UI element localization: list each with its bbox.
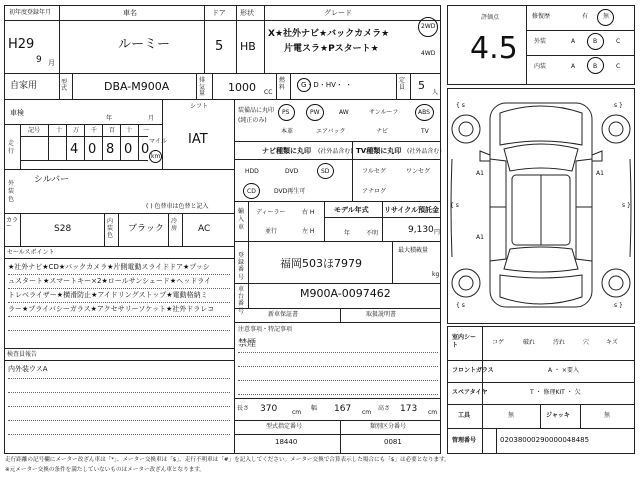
footer-line-2: ※元メーター交換の条件を満たしていないものはメーター改ざん車となります。 [5,467,206,473]
score-value: 4.5 [470,31,518,66]
drive-4wd: 4WD [421,50,436,57]
divider [8,434,230,435]
inspection-month: 月 [148,115,155,122]
height-label: 高さ [378,405,391,412]
divider [234,283,441,284]
height-value: 173 [400,404,418,414]
exterior-grade-a: A [571,38,576,45]
drive-2wd: 2WD [421,23,436,30]
first-reg-month: 9 [36,55,42,65]
jack-label: ジャッキ [546,412,570,419]
color-code: S28 [54,224,72,234]
tools-label: 工具 [458,412,471,419]
tv-analog: アナログ [362,188,387,195]
divider [447,382,635,383]
interior-grade-label: 内装 [534,63,547,70]
color-code-label: カラー [6,217,19,230]
interior-color: ブラック [128,224,164,234]
divider [59,73,60,99]
mileage-h-sen: 千 [91,127,98,134]
first-reg-label: 初年度登録年月 [9,9,52,16]
tv-sub: (社外品含む) [407,148,442,155]
equipment-title: 装備品に丸印 [238,107,275,114]
length-value: 370 [260,404,278,414]
divider [4,20,441,21]
divider [8,378,230,379]
divider [248,201,249,241]
max-load-kg: kg [432,271,440,278]
navi-hdd: HDD [245,168,259,175]
interior-grade-c: C [616,63,621,70]
front-glass-label: フロントガラス [452,367,494,374]
interior-color-label: 内装色 [107,218,114,240]
equip-sunroof: サンルーフ [369,109,399,116]
inspector-text: 内外装ウスA [8,365,48,373]
divider [8,274,230,275]
first-reg-year: H29 [8,37,35,52]
displacement-label: 排気量 [199,77,206,98]
divider [162,99,163,169]
divider [4,348,234,349]
diagram-s-mark-1: { s [456,102,465,109]
divider [20,124,21,169]
exterior-color: シルバー [34,175,70,185]
diagram-s-mark-4: s } [614,302,623,309]
body-type: HB [240,40,256,53]
month-unit: 月 [48,59,55,67]
equipment-subtitle: (純正のみ) [238,117,267,124]
divider [236,5,237,73]
registration-label: 登録番号 [238,252,245,281]
divider [324,217,441,218]
type-number-label: 型式指定番号 [266,423,303,430]
sheet-yogore: 汚れ [553,339,566,346]
ac-label: 冷房 [171,218,178,233]
sales-point-line-3: トレベライザー★横滑防止★アイドリングストップ★電動格納ミ [8,291,208,299]
class-number-label: 類別区分番号 [370,423,407,430]
divider [59,5,60,73]
sheet-koge: コゲ [492,339,505,346]
capacity-label: 定員 [399,77,406,91]
divider [20,160,148,161]
notes-label: 注意事項・特記事項 [238,326,293,333]
km-unit: km [151,153,161,160]
divider [238,352,438,353]
divider [8,392,230,393]
width-unit: cm [362,409,372,416]
mileage-h-10man: 十 [56,127,63,134]
divider [234,308,441,309]
navi-dvd: DVD [285,168,299,175]
tv-title: TV種類に丸印 [356,147,402,155]
divider [447,428,635,429]
grade-line2: 片電スラ★Pスタート★ [284,44,379,54]
exterior-grade-label: 外装 [534,38,547,45]
model-year-label: モデル年式 [334,206,369,214]
equip-abs: ABS [418,109,430,116]
mileage-h-code: 記号 [28,127,41,134]
equip-ps: PS [282,109,290,116]
displacement: 1000 [228,81,256,94]
exterior-grade-b: B [593,38,598,45]
equip-leather: 本革 [281,128,294,135]
divider [447,360,635,361]
divider [48,124,49,160]
divider [182,213,183,246]
divider [8,330,230,331]
sales-point-line-1: ★社外ナビ★CD★バックカメラ★片側電動スライドドア★プッシ [8,263,210,271]
equip-pw: PW [310,109,320,116]
diagram-s-mark-2: s } [614,102,623,109]
mile-unit: マイル [149,138,167,145]
spare-tire-options: T ・ 修理KIT ・ 欠 [530,389,581,396]
divider [196,73,197,99]
divider [526,30,635,31]
mileage-h-hyaku: 百 [109,127,116,134]
divider [4,99,441,100]
divider [4,213,234,214]
divider [526,55,635,56]
divider [526,5,527,85]
divider [238,366,438,367]
width-value: 167 [334,404,352,414]
divider [234,99,235,454]
diagram-mark-a1-left: A1 [476,170,484,177]
model-year-unit: 年 [344,230,351,237]
divider [238,394,438,395]
equip-tv: TV [421,128,429,135]
navi-title: ナビ種類に丸印 [262,147,311,155]
divider [4,360,234,361]
divider [248,241,249,308]
car-name: ルーミー [118,37,171,52]
divider [382,201,383,241]
inspection-label: 車検 [10,109,24,117]
navi-sub: (社外品含む) [318,148,353,155]
imports-dealer: ディーラー [256,209,286,216]
divider [8,420,230,421]
usage: 自家用 [10,81,38,91]
diagram-mark-a1-center: A1 [476,234,484,241]
navi-cd: CD [247,188,256,195]
divider [72,73,73,99]
max-load-label: 最大積載量 [398,247,429,254]
imports-label: 輸入車 [238,208,245,231]
divider [84,124,85,160]
divider [276,73,277,99]
divider [238,380,438,381]
fuel-label: 燃料 [279,77,286,91]
cc-unit: CC [264,89,273,96]
divider [20,213,21,246]
repair-yes: 有 [582,13,589,20]
ac-value: AC [198,224,211,234]
mileage-h-ichi: 一 [143,127,150,134]
type-number-value: 18440 [275,438,298,446]
mileage-digit-2: 0 [88,142,97,157]
mileage-h-jyu: 十 [126,127,133,134]
divider [540,404,541,428]
tv-fullseg: フルセグ [362,168,386,175]
divider [8,406,230,407]
divider [8,316,230,317]
height-unit: cm [428,409,438,416]
model-year-unknown: 不明 [366,230,379,237]
car-name-label: 車名 [123,9,137,17]
divider [104,213,105,246]
divider [234,322,441,323]
shift-value: IAT [188,132,208,147]
divider [234,159,441,160]
sales-point-line-4: ラー★プライバシーガラス★アクセサリーソケット★社外ドラレコ [8,305,215,313]
mileage-label: 走行 [8,140,15,155]
divider [4,169,234,170]
sheet-kizu: キズ [606,339,618,346]
navi-dvd-play: DVD再生可 [274,188,306,195]
divider [8,302,230,303]
inspector-label: 検査員報告 [7,351,38,358]
manual-label: 取扱説明書 [366,311,397,318]
capacity: 5 [418,79,425,92]
divider [204,5,205,73]
interior-sheet-label: 室内シート [452,334,477,350]
length-label: 長さ [237,405,250,412]
tools-value: 無 [508,412,515,419]
divider [138,124,139,160]
equip-navi: ナビ [376,128,389,135]
divider [264,5,265,73]
divider [4,258,234,259]
imports-left: 左 H [302,228,315,235]
fuel-options: G・D・HV・ ・ [301,81,353,89]
management-number: 02038000290000048485 [500,436,590,444]
interior-grade-a: A [571,63,576,70]
divider [66,124,67,160]
divider [234,398,441,399]
doors: 5 [215,39,224,54]
divider [168,213,169,246]
imports-right: 右 H [302,209,315,216]
length-unit: cm [292,409,302,416]
recycle-yen: 円 [434,229,441,236]
navi-sd: SD [321,168,330,175]
divider [392,241,393,283]
model-label: 型式 [61,79,68,92]
chassis-label: 車台番号 [238,286,245,315]
sheet-yabure: 破れ [523,339,536,346]
exterior-grade-c: C [616,38,621,45]
door-label: ドア [212,9,226,17]
body-label: 形状 [240,9,254,17]
grade-line1: X★社外ナビ★バックカメラ★ [268,29,390,39]
divider [234,201,441,202]
footer-line-1: 走行距離の記号欄にメーター改ざん車は「*」、メーター交換車は「$」、走行不明車は「#」を記入してください。メーター交換で合算表示した場合にも「$」は必要となります。 [5,457,450,463]
mileage-digit-1: 4 [70,142,79,157]
tv-oneseg: ワンセグ [406,168,431,175]
diagram-s-mark-5: { s [450,202,459,209]
sheet-ana: 穴 [583,339,590,346]
inspection-year: 年 [106,115,113,122]
divider [410,73,411,99]
divider [340,308,341,322]
divider [496,428,497,454]
model: DBA-M900A [104,80,170,93]
diagram-s-mark-3: { s [456,302,465,309]
divider [234,420,441,421]
repair-label: 修復歴 [532,13,551,20]
divider [324,201,325,241]
mileage-digit-5: 0 [141,142,150,157]
divider [340,420,341,454]
score-label: 評価点 [481,14,500,21]
divider [4,246,234,247]
new-car-warranty: 新車保証書 [268,311,299,318]
exterior-label: 外装色 [8,180,15,203]
shift-label: シフト [190,103,209,110]
notes-text: 禁煙 [238,339,257,349]
imports-parallel: 並行 [265,228,278,235]
repair-none: 無 [603,13,610,20]
divider [118,213,119,246]
diagram-s-mark-6: s } [622,202,631,209]
divider [290,73,291,99]
divider [120,124,121,160]
divider [396,73,397,99]
recycle-value: 9,130 [408,225,434,235]
divider [234,434,441,435]
equip-airbag: エアバック [316,128,346,135]
car-diagram [448,89,634,323]
capacity-unit: 人 [432,89,439,96]
divider [212,73,213,99]
divider [4,73,441,74]
grade-label: グレード [324,9,352,17]
front-glass-options: A ・ ×要入 [548,367,579,374]
mileage-h-man: 万 [73,127,80,134]
mileage-digit-4: 0 [124,142,133,157]
divider [447,404,635,405]
registration-number: 福岡503ほ7979 [280,257,362,270]
class-number-value: 0081 [384,438,402,446]
jack-value: 無 [604,412,611,419]
mileage-digit-3: 8 [106,142,115,157]
divider [8,288,230,289]
equip-aw: AW [339,109,349,116]
chassis-number: M900A-0097462 [300,287,391,300]
divider [234,241,441,242]
divider [234,141,441,142]
divider [102,124,103,160]
spare-tire-label: スペアタイヤ [452,389,488,396]
sales-point-line-2: ュスタート★スマートキー×2★ロールサンシェード★ヘッドライ [8,277,211,285]
diagram-mark-a1-right: A1 [596,170,604,177]
management-label: 管理番号 [452,437,477,444]
interior-grade-b: B [593,63,598,70]
sales-points-label: セールスポイント [7,249,55,256]
recycle-label: リサイクル預託金 [384,206,440,214]
divider [580,404,581,428]
exterior-note: ( ) 色替車は色替と記入 [146,203,209,210]
width-label: 幅 [311,405,318,412]
